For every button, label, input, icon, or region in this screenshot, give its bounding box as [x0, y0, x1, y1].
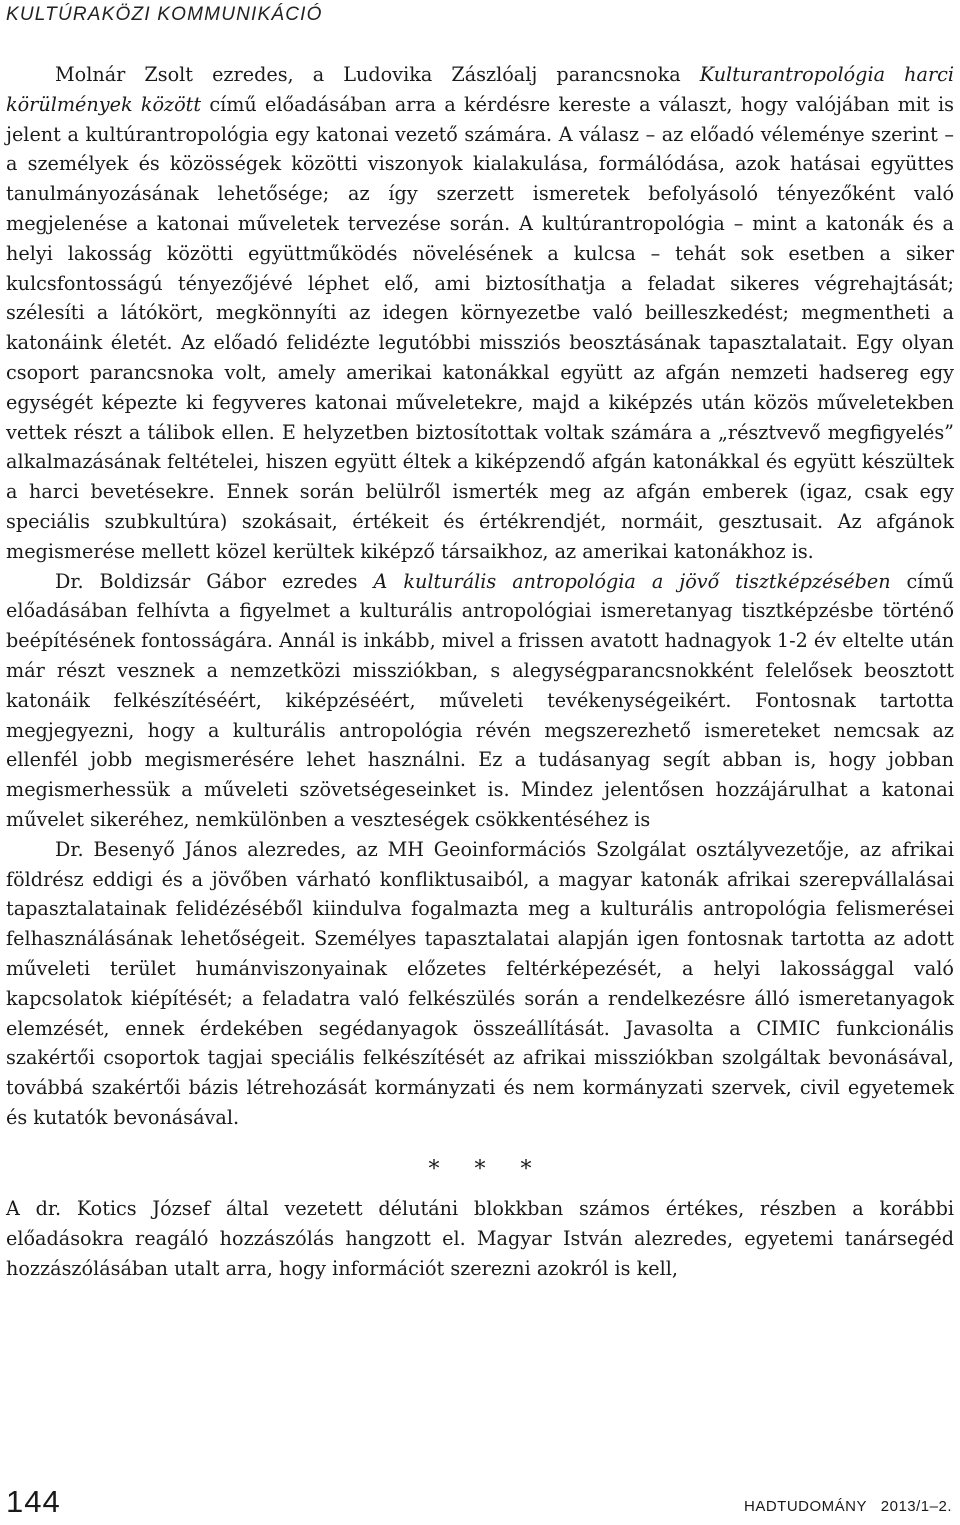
article-body	[6, 60, 954, 1284]
paragraph-text: című előadásában arra a kérdésre kereste a választ, hogy valójában mit is jelent a kultúrantropológia egy katonai vezető számára. A válasz – az előadó véleménye szerint – a személyek és közösségek közötti viszonyok kialakulása, formálódása, azok hatásai együttes tanulmányozásának lehetősége; az így szerzett ismeretek befolyásoló tényezőként való megjelenése a katonai műveletek tervezése során. A kultúrantropológia – mint a katonák és a helyi lakosság közötti együttműködés növelésének a kulcsa – tehát sok esetben a siker kulcsfontosságú tényezőjévé léphet elő, ami biztosíthatja a feladat sikeres végrehajtását; szélesíti a látókört, megkönnyíti az idegen környezetbe való beilleszkedést; megmentheti a katonáink életét. Az előadó felidézte legutóbbi missziós beosztásának tapasztalatait. Egy olyan csoport parancsnoka volt, amely amerikai katonákkal együtt az afgán nemzeti hadsereg egy egységét képezte ki fegyveres katonai műveletekre, majd a kiképzés után közös műveletekben vettek részt a tálibok ellen. E helyzetben biztosítottak voltak számára a „résztvevő megfigyelés” alkalmazásának feltételei, hiszen együtt éltek a kiképzendő afgán katonákkal és együtt készültek a harci bevetésekre. Ennek során belülről ismerték meg az afgán emberek (igaz, csak egy speciális szubkultúra) szokásait, értékeit és értékrendjét, normáit, gesztusait. Az afgánok megismerése mellett közel kerültek kiképző társaikhoz, az amerikai katonákhoz is.	[6, 92, 954, 563]
lecture-title: Kulturantropológia harci körülmények között	[6, 63, 954, 116]
paragraph-text: Dr. Besenyő János alezredes, az MH Geoinformációs Szolgálat osztályvezetője, az afrikai földrész eddigi és a jövőben várható konfliktusaiból, a magyar katonák afrikai szerepvállalásai tapasztalatainak felidézéséből kiindulva fogalmazta meg a kulturális antropológia felismerései felhasználásának lehetőségeit. Személyes tapasztalatai alapján igen fontosnak tartotta az adott műveleti terület humánviszonyainak előzetes feltérképezését, a helyi lakossággal való kapcsolatok kiépítését; a feladatra való felkészülés során a rendelkezésre álló ismeretanyagok elemzését, ennek érdekében segédanyagok összeállítását. Javasolta a CIMIC funkcionális szakértői csoportok tagjai speciális felkészítését az afrikai missziókban szolgáltak bevonásával, továbbá szakértői bázis létrehozását kormányzati és nem kormányzati szervek, civil egyetemek és kutatók bevonásával.	[6, 837, 954, 1129]
paragraph-boldizsar	[6, 567, 954, 835]
lecture-title: A kulturális antropológia a jövő tisztképzésében	[373, 569, 891, 593]
paragraph-text: című előadásában felhívta a figyelmet a kulturális antropológiai ismeretanyag tisztképzésbe történő beépítésének fontosságára. Annál is inkább, mivel a frissen avatott hadnagyok 1-2 év eltelte után már részt vesznek a nemzetközi missziókban, s alegységparancsnokként felelősek beosztott katonáik felkészítéséért, kiképzéséért, műveleti tevékenységeikért. Fontosnak tartotta megjegyezni, hogy a kulturális antropológia révén megszerezhető ismereteket nemcsak az ellenfél jobb megismerésére lehet használni. Ez a tudásanyag segít abban is, hogy jobban megismerhessük a műveleti szövetségeseinket is. Mindez jelentősen hozzájárulhat a katonai művelet sikeréhez, nemkülönben a veszteségek csökkentéséhez is	[6, 569, 954, 831]
paragraph-besenyo	[6, 835, 954, 1133]
running-header: KULTÚRAKÖZI KOMMUNIKÁCIÓ	[6, 4, 323, 25]
section-separator: * * *	[428, 1156, 546, 1182]
paragraph-afternoon: A dr. Kotics József által vezetett délutáni blokkban számos értékes, részben a korábbi előadásokra reagáló hozzászólás hangzott el. Magyar István alezredes, egyetemi tanársegéd hozzászólásában utalt arra, hogy információt szerezni azokról is kell,	[6, 1197, 954, 1281]
journal-name: HADTUDOMÁNY	[744, 1498, 867, 1515]
paragraph-molnar	[6, 60, 954, 567]
paragraph-text: Molnár Zsolt ezredes, a Ludovika Zászlóalj parancsnoka	[55, 63, 700, 86]
paragraph-text: Dr. Boldizsár Gábor ezredes	[55, 569, 374, 593]
journal-issue: 2013/1–2.	[880, 1498, 952, 1515]
page-number: 144	[6, 1484, 61, 1519]
journal-footer	[744, 1498, 952, 1515]
